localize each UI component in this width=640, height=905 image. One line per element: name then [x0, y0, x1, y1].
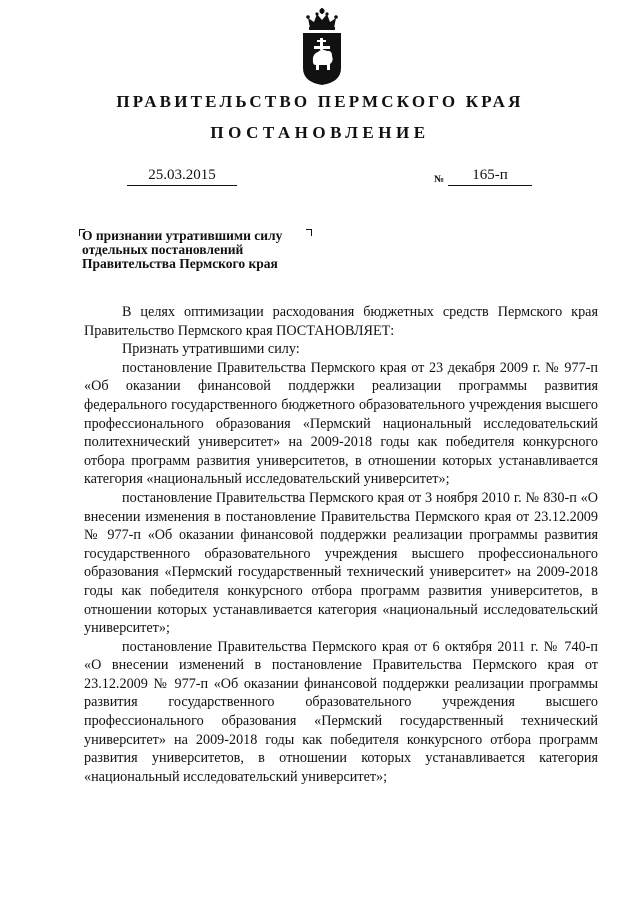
subject-line-2: отдельных постановлений [82, 242, 244, 257]
perm-krai-coat-of-arms-icon [297, 6, 347, 86]
document-number: 165-п [448, 167, 532, 186]
subject-bracket-right [306, 229, 312, 236]
number-label: № [434, 174, 445, 185]
document-type: ПОСТАНОВЛЕНИЕ [210, 123, 430, 142]
document-subject [82, 229, 282, 271]
paragraph-preamble: В целях оптимизации расходования бюджетных средств Пермского края Правительство Пермского края ПОСТАНОВЛЯЕТ: [84, 304, 598, 339]
subject-line-1: О признании утратившими силу [82, 228, 283, 243]
government-title: ПРАВИТЕЛЬСТВО ПЕРМСКОГО КРАЯ [116, 92, 524, 111]
paragraph-resolution: Признать утратившими силу: [122, 341, 300, 358]
paragraph-item-2: постановление Правительства Пермского края от 3 ноября 2010 г. № 830-п «О внесении изменения в постановление Правительства Пермского края от 23.12.2009 № 977-п «Об оказании финансовой поддержки реализации программы развития государственного образовательного учреждения высшего профессионального образования «Пермский государственный технический университет» на 2009-2018 годы как победителя конкурсного отбора программ развития университетов, в отношении которых устанавливается категория «национальный исследовательский университет»; [84, 489, 598, 637]
document-body [84, 303, 598, 786]
paragraph-item-3: постановление Правительства Пермского края от 6 октября 2011 г. № 740-п «О внесении изменений в постановление Правительства Пермского края от 23.12.2009 № 977-п «Об оказании финансовой поддержки реализации программы развития государственного образовательного учреждения высшего профессионального образования «Пермский государственный технический университет» на 2009-2018 годы как победителя конкурсного отбора программ развития университетов, в отношении которых устанавливается категория «национальный исследовательский университет»; [84, 638, 598, 785]
document-date: 25.03.2015 [127, 167, 237, 186]
paragraph-item-1: постановление Правительства Пермского края от 23 декабря 2009 г. № 977-п «Об оказании финансовой поддержки реализации программы развития федерального государственного бюджетного образовательного учреждения высшего профессионального образования «Пермский национальный исследовательский политехнический университет» на 2009-2018 годы как победителя конкурсного отбора программ развития университетов, в отношении которых устанавливается категория «национальный исследовательский университет»; [84, 359, 598, 488]
subject-line-3: Правительства Пермского края [82, 256, 278, 271]
